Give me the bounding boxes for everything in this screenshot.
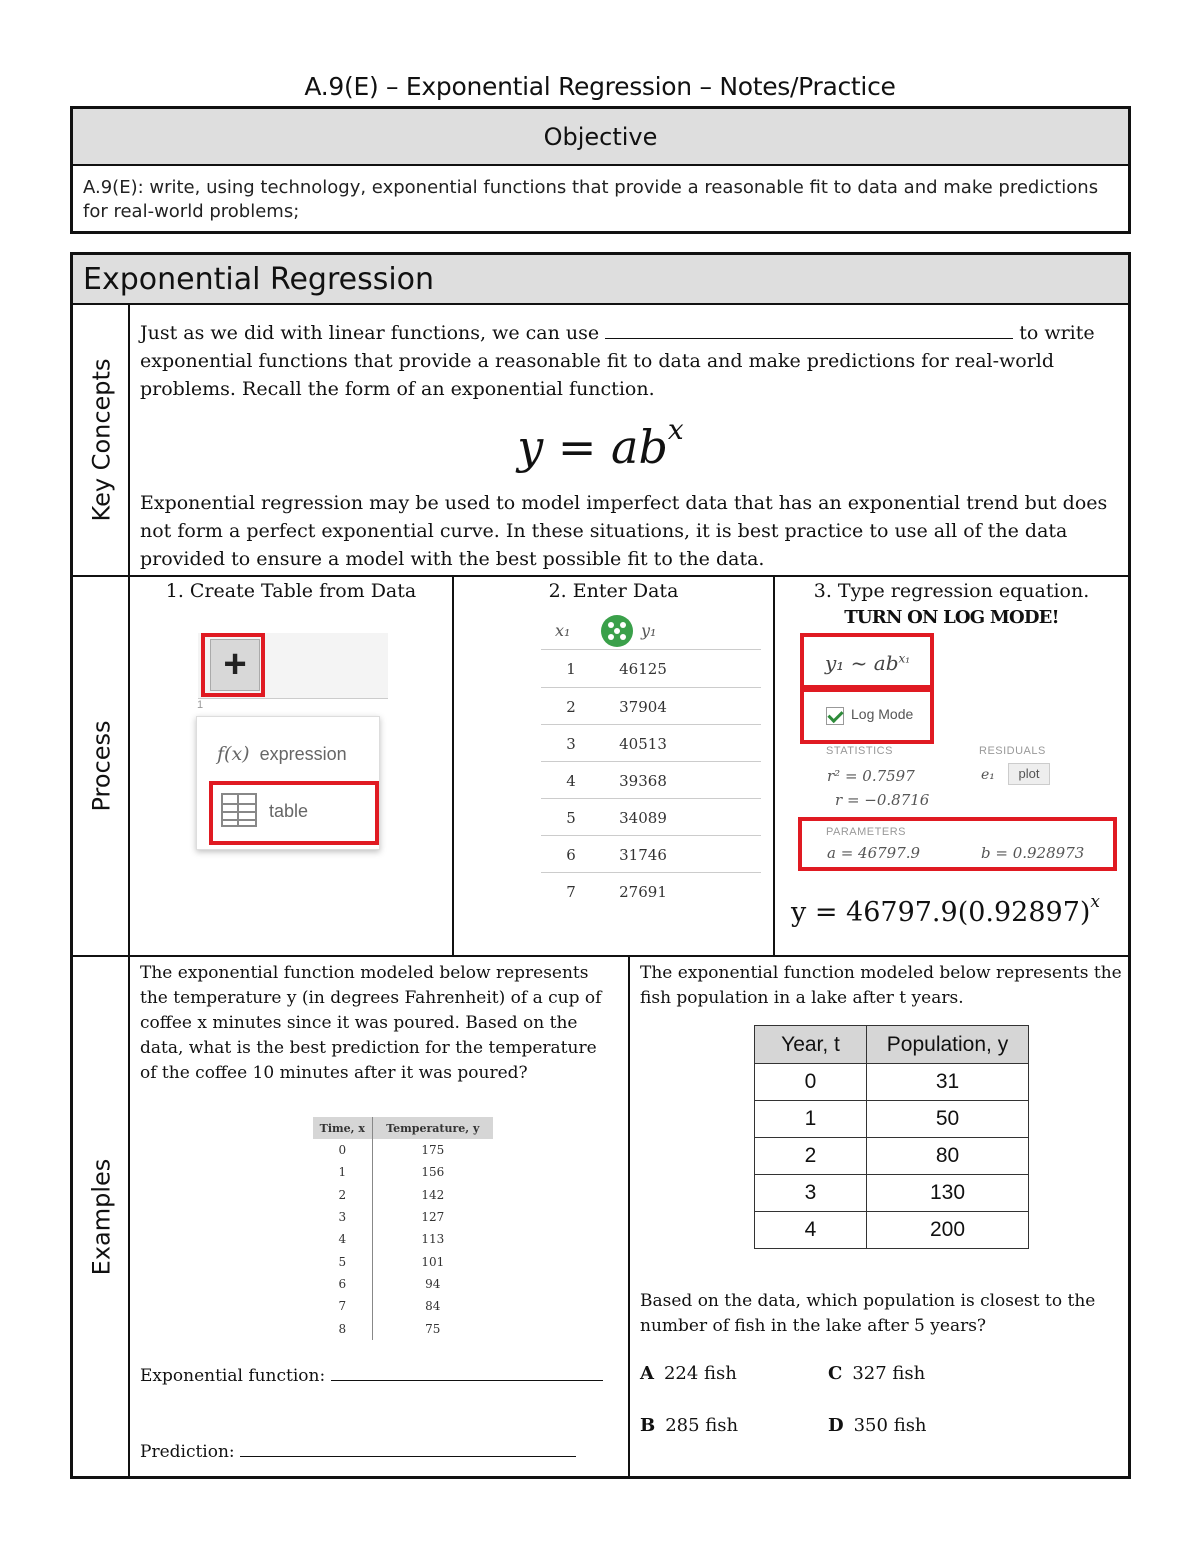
objective-text: A.9(E): write, using technology, exponential functions that provide a reasonable fit to data and make predictions for real-world problems; [83, 177, 1099, 222]
table-row: 3 130 [755, 1175, 1029, 1212]
choice-c[interactable]: C 327 fish [828, 1363, 926, 1384]
log-mode-warning: TURN ON LOG MODE! [844, 607, 1059, 628]
data-row[interactable]: 1 46125 [541, 649, 761, 686]
choice-a[interactable]: A 224 fish [640, 1363, 737, 1384]
data-row[interactable]: 2 37904 [541, 687, 761, 724]
parameters-highlight [798, 817, 1117, 871]
plot-residuals-button[interactable]: plot [1008, 763, 1050, 785]
table-row: 0 175 [313, 1139, 493, 1161]
data-row[interactable]: 4 39368 [541, 761, 761, 798]
step1-title: 1. Create Table from Data [165, 580, 417, 602]
coffee-prompt: The exponential function modeled below represents the temperature y (in degrees Fahrenheit) of a cup of coffee x minutes since it was poured. Based on the data, what is the best prediction for the temperature of the coffee 10 minutes after it was poured? [140, 963, 602, 1083]
r-squared-value: r² = 0.7597 [827, 767, 915, 785]
key-concepts-label: Key Concepts [87, 358, 116, 522]
series-color-icon[interactable] [601, 615, 633, 647]
objective-box [70, 106, 1131, 234]
log-mode-label: Log Mode [851, 706, 914, 722]
examples-label: Examples [87, 1158, 116, 1275]
fish-table [754, 1025, 1029, 1249]
coffee-header-time: Time, x [313, 1117, 372, 1139]
step3-title: 3. Type regression equation. [813, 580, 1090, 602]
coffee-header-temp: Temperature, y [372, 1117, 493, 1139]
menu-item-expression[interactable]: f(x) expression [217, 743, 347, 765]
fish-question: Based on the data, which population is closest to the number of fish in the lake after 5 years? [640, 1291, 1096, 1336]
choice-d[interactable]: D 350 fish [828, 1415, 927, 1436]
fish-header-population: Population, y [867, 1026, 1029, 1064]
table-row: 1 156 [313, 1161, 493, 1183]
data-row[interactable]: 6 31746 [541, 835, 761, 872]
residual-variable: e₁ [981, 767, 995, 783]
table-row: 4 113 [313, 1228, 493, 1250]
add-item-button[interactable]: + [210, 639, 260, 691]
fish-header-year: Year, t [755, 1026, 867, 1064]
process-divider-1 [452, 575, 454, 957]
plus-highlight [201, 633, 265, 697]
equation-highlight [800, 633, 934, 689]
table-row: 2 142 [313, 1184, 493, 1206]
row-number: 1 [197, 699, 204, 711]
table-row: 8 75 [313, 1317, 493, 1339]
parameter-a: a = 46797.9 [827, 844, 921, 862]
step2-title: 2. Enter Data [548, 580, 679, 602]
data-row[interactable]: 3 40513 [541, 724, 761, 761]
parameters-label: PARAMETERS [826, 826, 906, 838]
table-row: 1 50 [755, 1101, 1029, 1138]
table-row: 4 200 [755, 1212, 1029, 1249]
table-row: 5 101 [313, 1250, 493, 1272]
residuals-label: RESIDUALS [979, 745, 1046, 757]
row-divider-process [73, 575, 1128, 577]
data-table-header: x₁ y₁ [541, 615, 761, 647]
objective-heading: Objective [73, 109, 1128, 166]
table-row: 0 31 [755, 1064, 1029, 1101]
key-concepts-paragraph: Exponential regression may be used to model imperfect data that has an exponential trend but does not form a perfect exponential curve. In these situations, it is best practice to use all of the data provided to ensure a model with the best possible fit to the data. [140, 492, 1108, 570]
data-row[interactable]: 5 34089 [541, 798, 761, 835]
process-divider-2 [773, 575, 775, 957]
table-row: 3 127 [313, 1206, 493, 1228]
regression-equation: y₁ ~ $ab^{x_1}$ [825, 651, 911, 675]
table-row: 6 94 [313, 1273, 493, 1295]
prediction-answer-blank[interactable] [240, 1439, 576, 1457]
choice-b[interactable]: B 285 fish [640, 1415, 739, 1436]
section-heading: Exponential Regression [73, 255, 1128, 305]
coffee-table [313, 1117, 493, 1340]
row-divider-examples [73, 955, 1128, 957]
prediction-label: Prediction: [140, 1439, 576, 1465]
table-highlight [209, 781, 379, 845]
log-mode-highlight [800, 688, 934, 744]
key-concepts-intro: Just as we did with linear functions, we can use to write exponential functions that provide a reasonable fit to data and make predictions for real-world problems. Recall the form of an exponential function. [140, 319, 1120, 403]
fill-in-blank[interactable] [605, 319, 1013, 339]
table-row: 7 84 [313, 1295, 493, 1317]
data-row[interactable]: 7 27691 [541, 872, 761, 909]
r-value: r = −0.8716 [835, 791, 930, 809]
function-answer-blank[interactable] [331, 1363, 603, 1381]
examples-divider [628, 955, 630, 1476]
table-row: 2 80 [755, 1138, 1029, 1175]
regression-result: $y = 46797.9(0.92897)^x$ [791, 892, 1101, 928]
process-label: Process [87, 720, 116, 812]
statistics-label: STATISTICS [826, 745, 893, 757]
fish-prompt: The exponential function modeled below represents the fish population in a lake after t years. [640, 963, 1122, 1008]
parameter-b: b = 0.928973 [981, 844, 1085, 862]
exponential-regression-section [70, 252, 1131, 1479]
page-title: A.9(E) – Exponential Regression – Notes/Practice [304, 72, 896, 101]
exponential-formula: $y = ab^x$ [517, 413, 684, 474]
exponential-function-label: Exponential function: [140, 1363, 603, 1389]
menu-item-table[interactable]: table [269, 801, 309, 821]
